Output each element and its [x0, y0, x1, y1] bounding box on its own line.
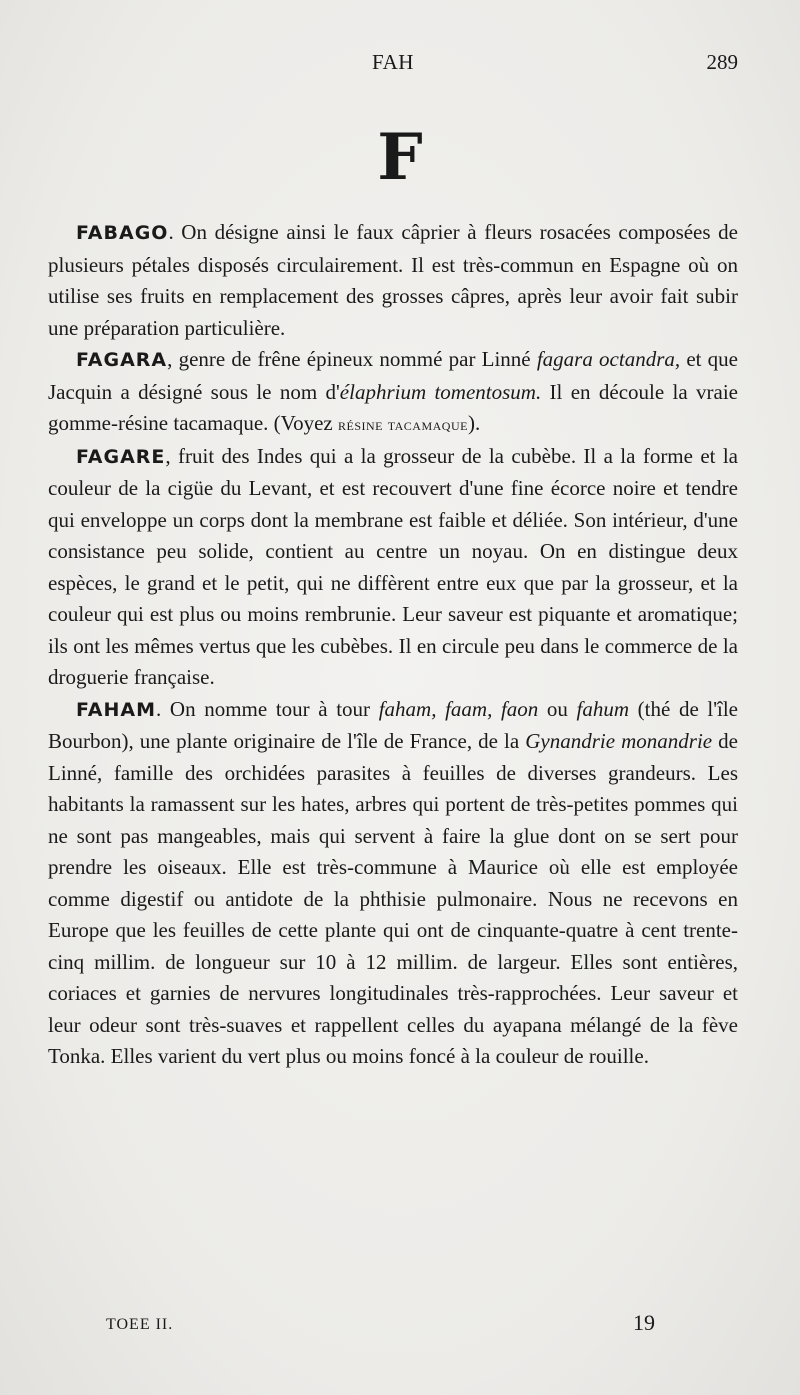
entry-text: ou: [538, 696, 577, 721]
entry-text: Il en découle la vraie gomme-résine tacamaque. (Voyez: [48, 379, 738, 435]
page-footer: [48, 1310, 738, 1346]
entry-italic: fagara octandra,: [536, 347, 681, 371]
cross-reference: résine tacamaque: [338, 415, 468, 434]
signature-label: TOEE II.: [106, 1316, 174, 1333]
entry-fagare: [48, 441, 738, 694]
dictionary-body: [48, 217, 738, 1073]
entry-text: et que Jacquin a désigné sous le nom d': [48, 347, 738, 404]
headword-faham: FAHAM: [76, 698, 157, 721]
section-letter: F: [377, 120, 423, 195]
entry-text: . On nomme tour à tour: [156, 696, 379, 721]
entry-faham: [48, 694, 738, 1073]
running-head-title: FAH: [372, 50, 414, 74]
running-head: [48, 50, 738, 80]
entry-text: (thé de l'île Bourbon), une plante originaire de l'île de France, de la: [48, 696, 739, 753]
entry-text: ).: [467, 411, 481, 435]
entry-fagara: [48, 344, 738, 441]
headword-fagare: FAGARE: [76, 445, 166, 468]
entry-text: de Linné, famille des orchidées parasites à feuilles de diverses grandeurs. Les habitants la ramassent sur les hates, arbres qui portent de très-petites pommes qui ne sont pas mangeables, mais qui servent à faire la glue dont on se sert pour prendre les oiseaux. Elle est très-commune à Maurice où elle est employée comme digestif ou antidote de la phthisie pulmonaire. Nous ne recevons en Europe que les feuilles de cette plante qui ont de cinquante-quatre à cent trente-cinq millim. de longueur sur 10 à 12 millim. de largeur. Elles sont entières, coriaces et garnies de nervures longitudinales très-rapprochées. Leur saveur et leur odeur sont très-suaves et rappellent celles du ayapana mélangé de la fève Tonka. Elles varient du vert plus ou moins foncé à la couleur de rouille.: [48, 729, 738, 1068]
entry-fabago: [48, 217, 738, 344]
entry-text: . On désigne ainsi le faux câprier à fleurs rosacées composées de plusieurs pétales disposés circulairement. Il est très-commun en Espagne où on utilise ses fruits en remplacement des grosses câpres, après leur avoir fait subir une préparation particulière.: [48, 220, 738, 340]
headword-fabago: FABAGO: [76, 222, 169, 244]
entry-italic: élaphrium tomentosum.: [339, 379, 542, 404]
entry-italic: fahum: [576, 696, 630, 721]
entry-italic: Gynandrie monandrie: [525, 729, 713, 753]
signature-number: 19: [633, 1310, 655, 1335]
entry-italic: faham, faam, faon: [378, 696, 539, 721]
entry-text: , fruit des Indes qui a la grosseur de la cubèbe. Il a la forme et la couleur de la cigüe du Levant, et est recouvert d'une fine écorce noire et tendre qui enveloppe un corps dont la membrane est faible et déliée. Son intérieur, d'une consistance peu solide, contient au centre un noyau. On en distingue deux espèces, le grand et le petit, qui ne diffèrent entre eux que par la grosseur, et la couleur qui est plus ou moins rembrunie. Leur saveur est piquante et aromatique; ils ont les mêmes vertus que les cubèbes. Il en circule peu dans le commerce de la droguerie française.: [48, 443, 738, 689]
page-number: 289: [706, 50, 738, 74]
entry-text: , genre de frêne épineux nommé par Linné: [167, 347, 537, 371]
headword-fagara: FAGARA: [76, 349, 168, 371]
